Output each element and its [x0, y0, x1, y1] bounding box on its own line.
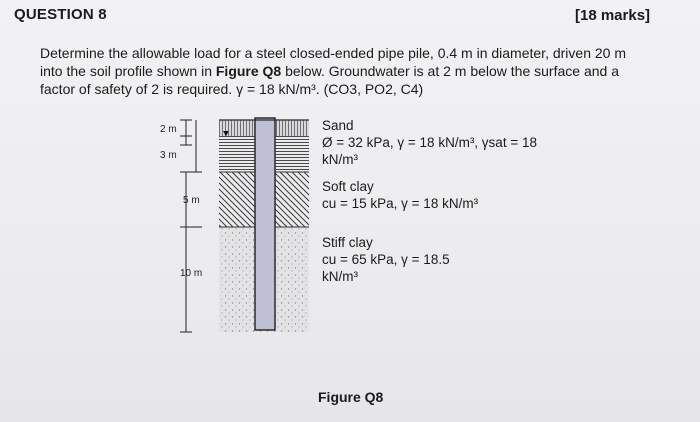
soft-clay-label: [322, 178, 478, 212]
depth-dimension-lines: [180, 120, 202, 332]
question-marks: [18 marks]: [575, 7, 651, 24]
sand-name: Sand: [322, 118, 354, 133]
depth-label-10m: 10 m: [180, 268, 203, 279]
soft-clay-name: Soft clay: [322, 179, 374, 194]
question-line-1: Determine the allowable load for a steel closed-ended pipe pile, 0.4 m in diameter, driven 20 m: [40, 45, 626, 61]
soft-clay-props-1: cu = 15 kPa, γ = 18 kN/m³: [322, 196, 479, 211]
stiff-clay-label: [322, 234, 450, 285]
sand-props-2: kN/m³: [322, 152, 358, 167]
sand-props-1: Ø = 32 kPa, γ = 18 kN/m³, γsat = 18: [322, 135, 537, 150]
stiff-clay-props-2: kN/m³: [322, 269, 358, 284]
question-line-3: factor of safety of 2 is required. γ = 18 kN/m³. (CO3, PO2, C4): [40, 81, 424, 97]
stiff-clay-props-1: cu = 65 kPa, γ = 18.5: [322, 252, 450, 267]
question-title: QUESTION 8: [14, 6, 107, 23]
figure-reference: Figure Q8: [215, 63, 282, 79]
stiff-clay-name: Stiff clay: [322, 235, 373, 250]
pile: [255, 118, 275, 330]
depth-label-5m: 5 m: [183, 195, 200, 206]
question-line-2: into the soil profile shown in Figure Q8 below. Groundwater is at 2 m below the surface and a: [40, 63, 619, 79]
sand-label: [322, 117, 537, 168]
depth-label-2m: 2 m: [160, 124, 177, 135]
depth-label-3m: 3 m: [160, 150, 177, 161]
figure-caption: Figure Q8: [318, 389, 384, 405]
